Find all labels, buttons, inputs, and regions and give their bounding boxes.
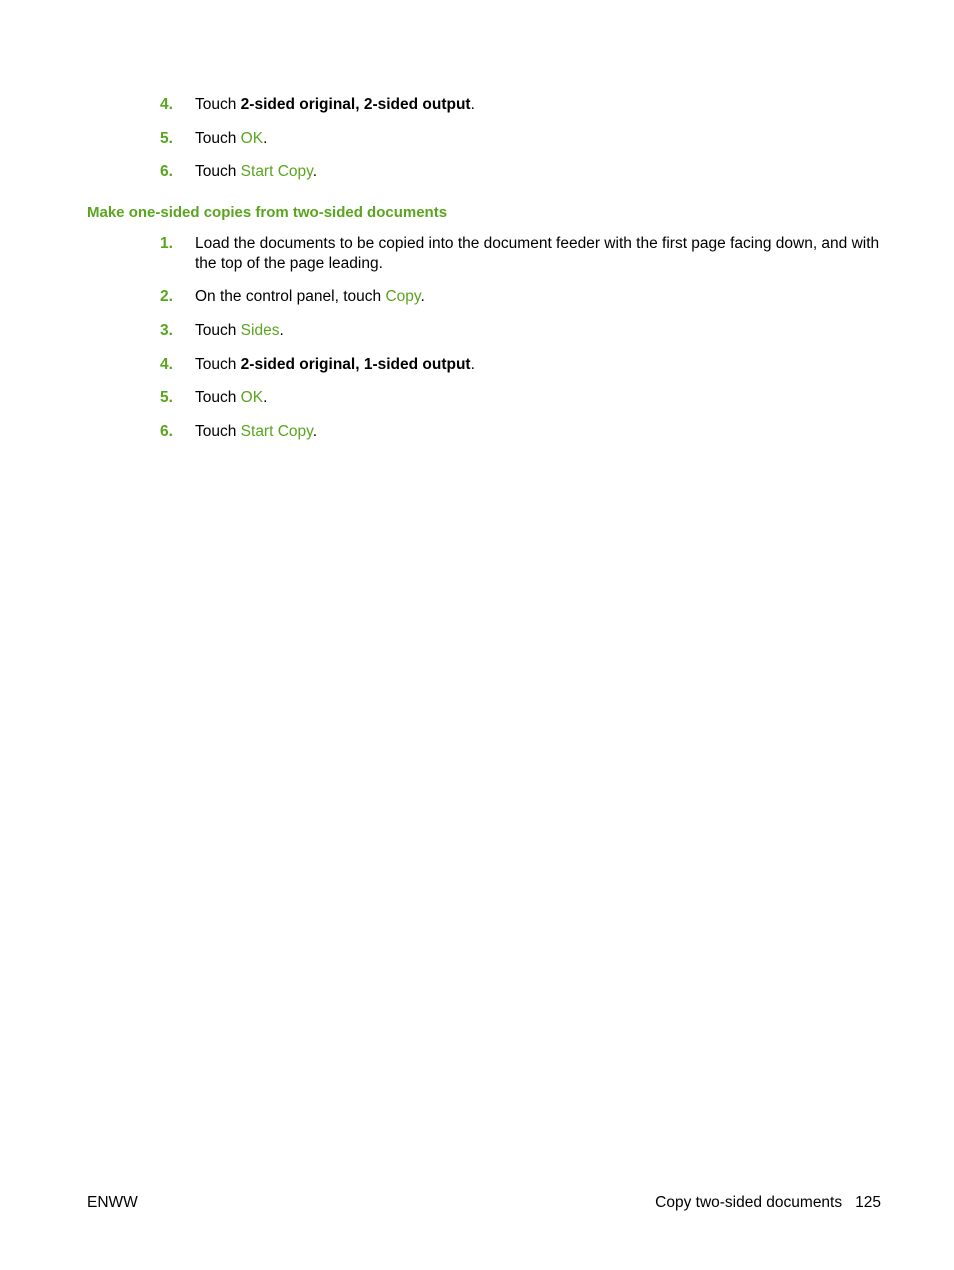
- step-text: [195, 388, 885, 408]
- step-text-prefix: Touch: [195, 163, 241, 180]
- step-text-prefix: Touch: [195, 96, 241, 113]
- step-text-suffix: .: [279, 322, 284, 339]
- step-text: [195, 355, 885, 375]
- ok-button-reference: OK: [240, 130, 264, 147]
- footer-left-label: ENWW: [87, 1194, 138, 1211]
- step-number: 6.: [160, 423, 173, 440]
- sides-button-reference: Sides: [240, 322, 280, 339]
- step-text-prefix: Touch: [195, 322, 241, 339]
- step-number: 4.: [160, 96, 173, 113]
- step-text-prefix: Touch: [195, 423, 241, 440]
- step-text-suffix: .: [470, 356, 475, 373]
- step-text-suffix: .: [263, 389, 268, 406]
- step-text-prefix: Touch: [195, 389, 241, 406]
- step-text-prefix: Touch: [195, 356, 241, 373]
- footer-right: [655, 1193, 881, 1213]
- section-heading: Make one-sided copies from two-sided documents: [87, 204, 448, 221]
- step-number: 2.: [160, 288, 173, 305]
- ok-button-reference: OK: [240, 389, 264, 406]
- step-number: 6.: [160, 163, 173, 180]
- step-text: Load the documents to be copied into the document feeder with the first page facing down, and with the top of the page leading.: [195, 235, 880, 272]
- copy-button-reference: Copy: [385, 288, 421, 305]
- footer-section-title: Copy two-sided documents: [655, 1194, 843, 1211]
- start-copy-button-reference: Start Copy: [240, 423, 313, 440]
- step-text-suffix: .: [263, 130, 268, 147]
- step-text: [195, 95, 885, 115]
- step-text-suffix: .: [312, 163, 318, 180]
- step-number: 1.: [160, 235, 173, 252]
- step-text: [195, 162, 885, 182]
- step-text-prefix: On the control panel, touch: [195, 288, 386, 305]
- option-name: 2-sided original, 2-sided output: [240, 96, 471, 113]
- step-number: 5.: [160, 130, 173, 147]
- step-text-prefix: Touch: [195, 130, 241, 147]
- step-number: 5.: [160, 389, 173, 406]
- step-text-suffix: .: [420, 288, 425, 305]
- start-copy-button-reference: Start Copy: [240, 163, 313, 180]
- step-text: [195, 321, 885, 341]
- step-number: 4.: [160, 356, 173, 373]
- step-text: [195, 287, 885, 307]
- step-number: 3.: [160, 322, 173, 339]
- page-number: 125: [855, 1194, 881, 1211]
- step-text-suffix: .: [470, 96, 475, 113]
- step-text: [195, 422, 885, 442]
- option-name: 2-sided original, 1-sided output: [240, 356, 471, 373]
- step-text: [195, 129, 885, 149]
- step-text-suffix: .: [312, 423, 318, 440]
